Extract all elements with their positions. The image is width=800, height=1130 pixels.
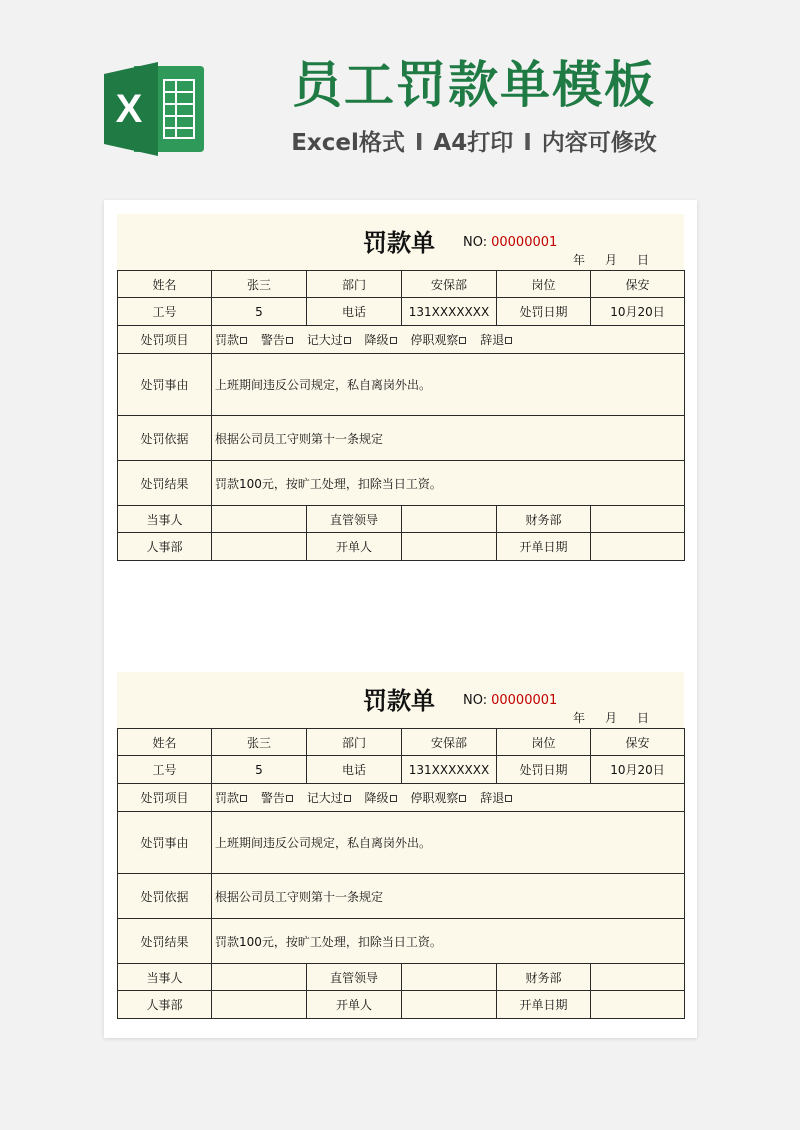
date-day-label: 日 (637, 711, 650, 725)
name-label: 姓名 (118, 729, 212, 756)
penalty-form-1 (117, 214, 684, 561)
option-dismissal[interactable]: 辞退 (480, 333, 512, 347)
date-year-label: 年 (573, 711, 586, 725)
option-dismissal[interactable]: 辞退 (480, 791, 512, 805)
penalty-basis-label: 处罚依据 (118, 874, 212, 919)
option-fine[interactable]: 罚款 (215, 791, 247, 805)
date-day-label: 日 (637, 253, 650, 267)
table-row (118, 416, 685, 461)
option-suspension[interactable]: 停职观察 (410, 791, 466, 805)
department-value[interactable]: 安保部 (402, 271, 497, 298)
name-label: 姓名 (118, 271, 212, 298)
hr-signature[interactable] (212, 991, 307, 1019)
checkbox-icon[interactable] (240, 337, 247, 344)
subtitle-separator: I (414, 130, 424, 156)
checkbox-icon[interactable] (505, 795, 512, 802)
checkbox-icon[interactable] (390, 337, 397, 344)
page-subtitle (264, 125, 684, 161)
option-warning[interactable]: 警告 (261, 791, 293, 805)
penalty-result-value[interactable]: 罚款100元，按旷工处理，扣除当日工资。 (212, 919, 685, 964)
table-row (118, 354, 685, 416)
party-label: 当事人 (118, 506, 212, 533)
employee-id-value[interactable]: 5 (212, 298, 307, 326)
table-row (118, 271, 685, 298)
penalty-form-2 (117, 672, 684, 1019)
department-value[interactable]: 安保部 (402, 729, 497, 756)
form-number (463, 234, 557, 252)
hr-label: 人事部 (118, 991, 212, 1019)
penalty-date-label: 处罚日期 (497, 298, 591, 326)
checkbox-icon[interactable] (240, 795, 247, 802)
penalty-result-label: 处罚结果 (118, 461, 212, 506)
date-month-label: 月 (605, 711, 618, 725)
form-table (117, 270, 685, 561)
penalty-basis-value[interactable]: 根据公司员工守则第十一条规定 (212, 416, 685, 461)
name-value[interactable]: 张三 (212, 729, 307, 756)
phone-value[interactable]: 131XXXXXXX (402, 756, 497, 784)
position-value[interactable]: 保安 (591, 729, 685, 756)
form-date (573, 710, 669, 726)
form-header (117, 672, 684, 728)
form-number (463, 692, 557, 710)
option-major-demerit[interactable]: 记大过 (307, 333, 351, 347)
issue-date-value[interactable] (591, 991, 685, 1019)
penalty-items-label: 处罚项目 (118, 784, 212, 812)
page-title: 员工罚款单模板 (292, 56, 656, 114)
checkbox-icon[interactable] (390, 795, 397, 802)
penalty-items-options (212, 326, 685, 354)
date-year-label: 年 (573, 253, 586, 267)
employee-id-label: 工号 (118, 298, 212, 326)
penalty-basis-label: 处罚依据 (118, 416, 212, 461)
phone-label: 电话 (307, 756, 402, 784)
table-row (118, 729, 685, 756)
issuer-signature[interactable] (402, 533, 497, 561)
form-table (117, 728, 685, 1019)
form-title: 罚款单 (363, 687, 435, 715)
issue-date-label: 开单日期 (497, 991, 591, 1019)
position-value[interactable]: 保安 (591, 271, 685, 298)
supervisor-signature[interactable] (402, 506, 497, 533)
table-row (118, 964, 685, 991)
checkbox-icon[interactable] (459, 337, 466, 344)
finance-label: 财务部 (497, 506, 591, 533)
issuer-label: 开单人 (307, 991, 402, 1019)
penalty-basis-value[interactable]: 根据公司员工守则第十一条规定 (212, 874, 685, 919)
table-row (118, 298, 685, 326)
table-row (118, 812, 685, 874)
party-signature[interactable] (212, 964, 307, 991)
penalty-items-label: 处罚项目 (118, 326, 212, 354)
hr-label: 人事部 (118, 533, 212, 561)
form-title: 罚款单 (363, 229, 435, 257)
penalty-reason-label: 处罚事由 (118, 354, 212, 416)
form-date (573, 252, 669, 268)
subtitle-separator: I (523, 130, 532, 156)
table-row (118, 874, 685, 919)
position-label: 岗位 (497, 271, 591, 298)
table-row (118, 533, 685, 561)
penalty-items-options (212, 784, 685, 812)
form-number-value: 00000001 (491, 693, 558, 708)
subtitle-print: A4打印 (433, 130, 514, 156)
issuer-label: 开单人 (307, 533, 402, 561)
form-number-label: NO: (463, 235, 488, 250)
form-header (117, 214, 684, 270)
checkbox-icon[interactable] (459, 795, 466, 802)
excel-logo-icon (104, 58, 204, 160)
checkbox-icon[interactable] (286, 337, 293, 344)
party-signature[interactable] (212, 506, 307, 533)
supervisor-label: 直管领导 (307, 964, 402, 991)
department-label: 部门 (307, 729, 402, 756)
department-label: 部门 (307, 271, 402, 298)
penalty-date-value[interactable]: 10月20日 (591, 298, 685, 326)
option-demotion[interactable]: 降级 (365, 333, 397, 347)
option-demotion[interactable]: 降级 (365, 791, 397, 805)
option-fine[interactable]: 罚款 (215, 333, 247, 347)
issuer-signature[interactable] (402, 991, 497, 1019)
employee-id-value[interactable]: 5 (212, 756, 307, 784)
form-number-label: NO: (463, 693, 488, 708)
finance-label: 财务部 (497, 964, 591, 991)
position-label: 岗位 (497, 729, 591, 756)
checkbox-icon[interactable] (286, 795, 293, 802)
penalty-result-label: 处罚结果 (118, 919, 212, 964)
penalty-reason-label: 处罚事由 (118, 812, 212, 874)
option-major-demerit[interactable]: 记大过 (307, 791, 351, 805)
table-row (118, 461, 685, 506)
supervisor-label: 直管领导 (307, 506, 402, 533)
issue-date-value[interactable] (591, 533, 685, 561)
penalty-date-label: 处罚日期 (497, 756, 591, 784)
penalty-reason-value[interactable]: 上班期间违反公司规定，私自离岗外出。 (212, 354, 685, 416)
hr-signature[interactable] (212, 533, 307, 561)
table-row (118, 506, 685, 533)
checkbox-icon[interactable] (505, 337, 512, 344)
penalty-date-value[interactable]: 10月20日 (591, 756, 685, 784)
table-row (118, 756, 685, 784)
phone-label: 电话 (307, 298, 402, 326)
finance-signature[interactable] (591, 964, 685, 991)
subtitle-format: Excel格式 (291, 130, 405, 156)
option-suspension[interactable]: 停职观察 (410, 333, 466, 347)
form-number-value: 00000001 (491, 235, 558, 250)
subtitle-editable: 内容可修改 (541, 130, 657, 156)
issue-date-label: 开单日期 (497, 533, 591, 561)
penalty-reason-value[interactable]: 上班期间违反公司规定，私自离岗外出。 (212, 812, 685, 874)
penalty-result-value[interactable]: 罚款100元，按旷工处理，扣除当日工资。 (212, 461, 685, 506)
table-row (118, 784, 685, 812)
employee-id-label: 工号 (118, 756, 212, 784)
checkbox-icon[interactable] (344, 795, 351, 802)
table-row (118, 326, 685, 354)
date-month-label: 月 (605, 253, 618, 267)
finance-signature[interactable] (591, 506, 685, 533)
option-warning[interactable]: 警告 (261, 333, 293, 347)
checkbox-icon[interactable] (344, 337, 351, 344)
party-label: 当事人 (118, 964, 212, 991)
table-row (118, 991, 685, 1019)
table-row (118, 919, 685, 964)
supervisor-signature[interactable] (402, 964, 497, 991)
logo-letter: X (115, 87, 143, 131)
name-value[interactable]: 张三 (212, 271, 307, 298)
phone-value[interactable]: 131XXXXXXX (402, 298, 497, 326)
